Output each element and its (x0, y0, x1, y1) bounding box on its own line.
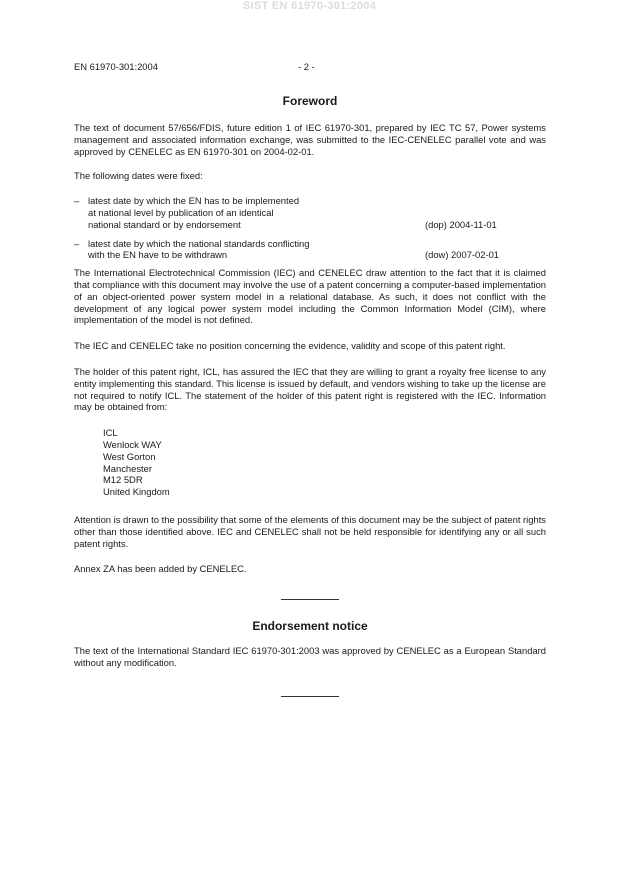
address-block (74, 427, 546, 498)
position-paragraph: The IEC and CENELEC take no position concerning the evidence, validity and scope of this patent right. (74, 340, 506, 352)
foreword-title: Foreword (282, 94, 338, 108)
dates-intro: The following dates were fixed: (74, 170, 203, 182)
document-body (74, 94, 546, 697)
section-divider (281, 599, 339, 600)
address-line: ICL (103, 427, 118, 439)
section-divider (281, 696, 339, 697)
list-dash: – (74, 195, 80, 207)
annex-paragraph: Annex ZA has been added by CENELEC. (74, 563, 247, 575)
address-line: West Gorton (103, 450, 156, 462)
date-line: at national level by publication of an identical (88, 206, 274, 218)
endorsement-title: Endorsement notice (252, 619, 368, 634)
foreword-intro: The text of document 57/656/FDIS, future edition 1 of IEC 61970-301, prepared by IEC TC 57, Power systems management and associated information exchange, was submitted to the IEC-CENELEC parallel vote and was approved by CENELEC as EN 61970-301 on 2004-02-01. (74, 122, 546, 157)
date-code-dop: (dop) 2004-11-01 (425, 218, 497, 230)
address-line: M12 5DR (103, 474, 143, 486)
doc-id: EN 61970-301:2004 (74, 61, 158, 72)
address-line: United Kingdom (103, 486, 170, 498)
date-line: national standard or by endorsement (88, 218, 241, 230)
date-item-dop (74, 195, 546, 230)
date-item-dow (74, 238, 546, 262)
address-line: Manchester (103, 462, 152, 474)
date-line: latest date by which the national standards conflicting (88, 237, 310, 249)
page-number: - 2 - (298, 61, 315, 72)
date-line: latest date by which the EN has to be implemented (88, 195, 300, 207)
endorsement-text: The text of the International Standard IEC 61970-301:2003 was approved by CENELEC as a European Standard without any modification. (74, 645, 546, 668)
holder-paragraph: The holder of this patent right, ICL, has assured the IEC that they are willing to grant a royalty free license to any entity implementing this standard. This license is issued by default, and vendors wishing to take up the license are not required to notify ICL. The statement of the holder of this patent right is registered with the IEC. Information may be obtained from: (74, 365, 546, 413)
watermark: SIST EN 61970-301:2004 (242, 0, 377, 12)
list-dash: – (74, 237, 80, 249)
date-code-dow: (dow) 2007-02-01 (425, 249, 500, 261)
attention-paragraph: Attention is drawn to the possibility that some of the elements of this document may be the subject of patent rights other than those identified above. IEC and CENELEC shall not be held responsible for identifying any or all such patent rights. (74, 513, 546, 549)
date-line: with the EN have to be withdrawn (88, 249, 228, 261)
address-line: Wenlock WAY (103, 438, 162, 450)
page-header (74, 61, 546, 72)
patent-paragraph: The International Electrotechnical Commission (IEC) and CENELEC draw attention to the fact that it is claimed that compliance with this document may involve the use of a patent concerning a computer-based implementation of an object-oriented power system model in a relational database. As such, it does not conflict with the development of any logical power system model including the Common Information Model (CIM), where implementation of the model is not defined. (74, 267, 546, 326)
